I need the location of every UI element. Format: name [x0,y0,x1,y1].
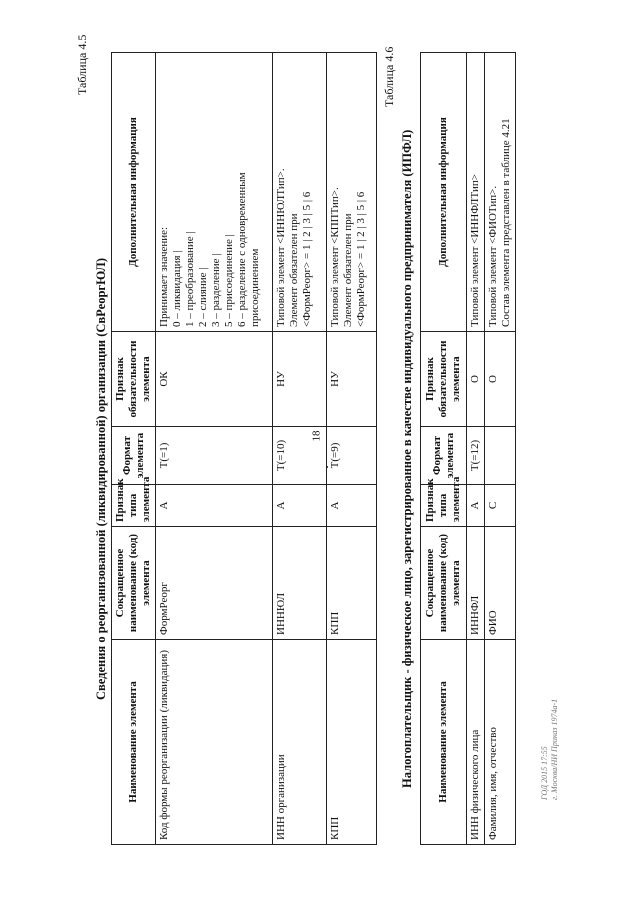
element-required: О [485,332,516,427]
info-line: <ФормРеорг> = 1 | 2 | 3 | 5 | 6 [355,191,367,327]
info-line: Элемент обязателен при [288,213,300,327]
stamp-line-1: ГОД 2015 17:55 [540,746,549,800]
element-info [273,53,327,332]
info-line: 1 – преобразование | [184,231,196,327]
info-line: 2 – слияние | [197,267,209,327]
element-code: ФормРеорг [156,527,273,640]
table-row [273,53,327,845]
info-line: 5 – присоединение | [223,234,235,327]
info-line: Элемент обязателен при [342,213,354,327]
element-format: T(=12) [467,427,485,485]
table-header-row [112,53,156,845]
table-4-5 [111,52,377,845]
element-info [467,53,485,332]
info-line: 0 – ликвидация | [171,250,183,327]
element-code: ИННЮЛ [273,527,327,640]
table-label: Таблица 4.5 [75,34,89,95]
element-type: А [273,485,327,527]
info-line: присоединением [249,248,261,327]
element-type: А [467,485,485,527]
info-line: Принимает значение: [158,226,170,327]
header-cell: Признак обязательности элемента [421,332,467,427]
info-line: 6 – разделение с одновременным [236,172,248,327]
stamp-line-2: г. Москва/НИ Приказ 1974а-1 [550,698,559,800]
element-code: ФИО [485,527,516,640]
info-line: Типовой элемент <КППТип>. [329,187,341,327]
header-cell: Признак типа элемента [421,485,467,527]
element-code: КПП [327,527,377,640]
header-cell: Дополнительная информация [112,53,156,332]
table-title: Сведения о реорганизованной (ликвидированной) организации (СвРеоргЮЛ) [94,258,108,700]
header-cell: Формат элемента [421,427,467,485]
element-name: КПП [327,640,377,845]
info-line: Типовой элемент <ИННФЛТип> [469,174,481,327]
element-format: T(=10) [273,427,327,485]
header-cell: Наименование элемента [112,640,156,845]
header-cell: Признак типа элемента [112,485,156,527]
info-line: Состав элемента представлен в таблице 4.21 [500,118,512,327]
element-name: Код формы реорганизации (ликвидация) [156,640,273,845]
table-header-row [421,53,467,845]
info-line: Типовой элемент <ФИОТип>. [487,185,499,327]
table-row [467,53,485,845]
info-line: <ФормРеорг> = 1 | 2 | 3 | 5 | 6 [301,191,313,327]
info-line: 3 – разделение | [210,253,222,327]
element-format: T(=1) [156,427,273,485]
table-label: Таблица 4.6 [382,46,396,107]
info-line: Типовой элемент <ИННЮЛТип>. [275,168,287,327]
table-4-6 [420,52,516,845]
page-number: 18 [310,430,323,442]
element-name: Фамилия, имя, отчество [485,640,516,845]
element-info [485,53,516,332]
element-type: А [156,485,273,527]
header-cell: Сокращенное наименование (код) элемента [421,527,467,640]
header-cell: Наименование элемента [421,640,467,845]
element-info [156,53,273,332]
table-title: Налогоплательщик - физическое лицо, зарегистрированное в качестве индивидуального предпринимателя (ИПФЛ) [400,129,414,788]
element-code: ИННФЛ [467,527,485,640]
element-required: НУ [327,332,377,427]
table-row [327,53,377,845]
element-format [485,427,516,485]
element-format: T(=9) [327,427,377,485]
table-row [485,53,516,845]
element-type: С [485,485,516,527]
element-required: НУ [273,332,327,427]
header-cell: Сокращенное наименование (код) элемента [112,527,156,640]
element-name: ИНН физического лица [467,640,485,845]
header-cell: Дополнительная информация [421,53,467,332]
element-required: О [467,332,485,427]
header-cell: Признак обязательности элемента [112,332,156,427]
element-required: ОК [156,332,273,427]
header-cell: Формат элемента [112,427,156,485]
element-info [327,53,377,332]
table-row [156,53,273,845]
element-type: А [327,485,377,527]
element-name: ИНН организации [273,640,327,845]
